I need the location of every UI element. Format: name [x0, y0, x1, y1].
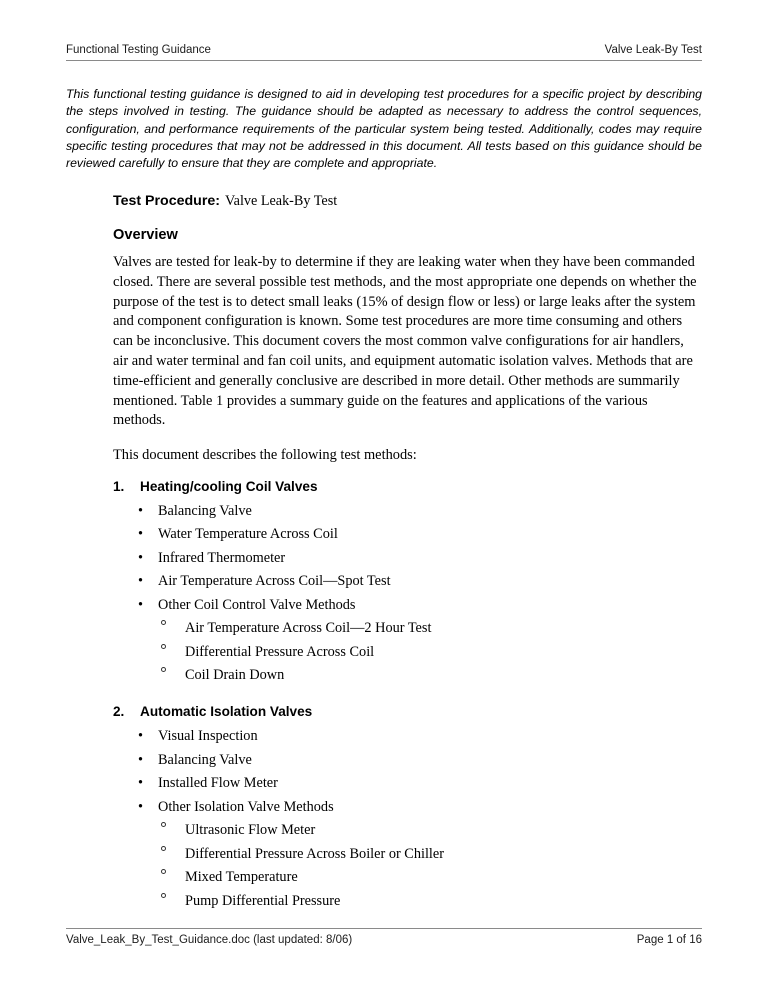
section-1-title: Heating/cooling Coil Valves [140, 478, 318, 494]
list-item-label: Other Isolation Valve Methods [158, 798, 334, 815]
section-1-heading [113, 477, 702, 496]
list-item-label: Ultrasonic Flow Meter [185, 822, 316, 839]
overview-paragraph: Valves are tested for leak-by to determine if they are leaking water when they have been commanded closed. There are several possible test methods, and the most appropriate one depends on whether the purpose of the test is to detect small leaks (15% of design flow or less) or large leaks after the system and component configuration is known. Some test procedures are more time consuming and others can be inconclusive. This document covers the most common valve configurations for air handlers, air and water terminal and fan coil units, and equipment automatic isolation valves. Methods that are time-efficient and generally conclusive are described in more detail. Other methods are summarily mentioned. Table 1 provides a summary guide on the features and applications of the various methods. [113, 254, 697, 429]
numbered-section-1 [113, 477, 702, 685]
list-item-label: Coil Drain Down [185, 667, 285, 684]
list-item-label: Differential Pressure Across Boiler or Chiller [185, 845, 445, 862]
test-procedure-label: Test Procedure: [113, 193, 220, 209]
list-item-label: Balancing Valve [158, 502, 252, 519]
bullet-marker-icon: • [138, 573, 144, 590]
list-item [113, 868, 702, 886]
list-item [113, 666, 702, 684]
bullet-marker-icon: • [138, 526, 144, 543]
methods-lead-in: This document describes the following test methods: [113, 447, 417, 464]
section-1-bullet-list [113, 502, 702, 614]
list-item [113, 525, 702, 543]
hollow-bullet-marker-icon [161, 667, 166, 672]
guidance-note: This functional testing guidance is designed to aid in developing test procedures for a specific project by describing the steps involved in testing. The guidance should be adapted as necessary to address the control sequences, configuration, and performance requirements of the particular system being tested. Additionally, codes may require specific testing procedures that may not be addressed in this document. All tests based on this guidance should be reviewed carefully to ensure that they are complete and appropriate. [66, 87, 702, 171]
list-item [113, 643, 702, 661]
list-item-label: Infrared Thermometer [158, 549, 286, 566]
list-item-label: Water Temperature Across Coil [158, 526, 338, 543]
document-header [66, 44, 702, 61]
bullet-marker-icon: • [138, 775, 144, 792]
bullet-marker-icon: • [138, 596, 144, 613]
hollow-bullet-marker-icon [161, 644, 166, 649]
list-item [113, 502, 702, 520]
bullet-marker-icon: • [138, 502, 144, 519]
list-item-label: Installed Flow Meter [158, 775, 278, 792]
section-2-bullet-list [113, 727, 702, 816]
hollow-bullet-marker-icon [161, 869, 166, 874]
list-item [113, 845, 702, 863]
hollow-bullet-marker-icon [161, 846, 166, 851]
list-item [113, 892, 702, 910]
bullet-marker-icon: • [138, 798, 144, 815]
section-2-sublist [113, 821, 702, 910]
list-item [113, 751, 702, 769]
list-item [113, 549, 702, 567]
bullet-marker-icon: • [138, 728, 144, 745]
header-right-text: Valve Leak-By Test [604, 44, 702, 56]
test-procedure-value: Valve Leak-By Test [224, 193, 338, 209]
list-item-label: Air Temperature Across Coil—Spot Test [158, 573, 391, 590]
footer-page-number: Page 1 of 16 [636, 934, 702, 946]
test-procedure-line [113, 192, 702, 210]
list-item [113, 774, 702, 792]
header-left-text: Functional Testing Guidance [66, 44, 211, 56]
list-item-label: Air Temperature Across Coil—2 Hour Test [185, 620, 432, 637]
bullet-marker-icon: • [138, 549, 144, 566]
list-item-label: Mixed Temperature [185, 869, 298, 886]
section-2-heading [113, 702, 702, 721]
section-2-number: 2. [113, 704, 125, 720]
list-item [113, 619, 702, 637]
document-footer [66, 928, 702, 946]
section-1-sublist [113, 619, 702, 684]
hollow-bullet-marker-icon [161, 620, 166, 625]
list-item [113, 596, 702, 614]
document-body [113, 192, 702, 915]
section-1-number: 1. [113, 478, 125, 494]
list-item [113, 821, 702, 839]
list-item [113, 798, 702, 816]
list-item [113, 572, 702, 590]
overview-heading: Overview [113, 227, 178, 243]
numbered-section-2 [113, 702, 702, 910]
hollow-bullet-marker-icon [161, 822, 166, 827]
hollow-bullet-marker-icon [161, 893, 166, 898]
list-item-label: Balancing Valve [158, 751, 252, 768]
bullet-marker-icon: • [138, 751, 144, 768]
list-item-label: Other Coil Control Valve Methods [158, 596, 356, 613]
list-item-label: Visual Inspection [158, 728, 258, 745]
list-item-label: Pump Differential Pressure [185, 892, 341, 909]
list-item [113, 727, 702, 745]
footer-filename: Valve_Leak_By_Test_Guidance.doc (last updated: 8/06) [66, 934, 353, 946]
section-2-title: Automatic Isolation Valves [140, 704, 313, 720]
list-item-label: Differential Pressure Across Coil [185, 643, 375, 660]
